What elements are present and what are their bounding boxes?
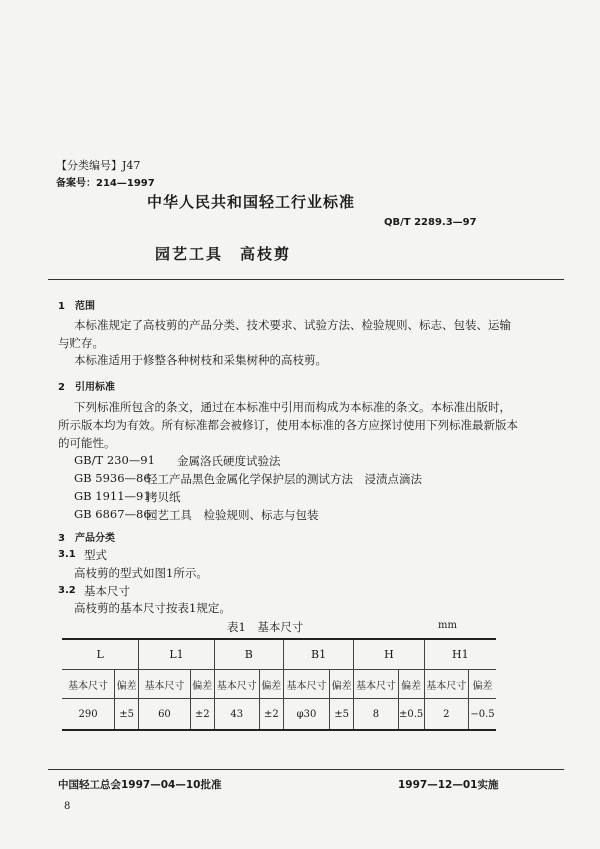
clause-3-1-title: 型式 <box>84 548 107 562</box>
clause-3-2-number: 3.2 <box>58 585 76 596</box>
section-1-paragraph-2: 本标准适用于修整各种树枝和采集树种的高枝剪。 <box>74 353 327 367</box>
approval-text: 中国轻工总会1997—04—10批准 <box>58 779 222 791</box>
reference-name: 轻工产品黑色金属化学保护层的测试方法 浸渍点滴法 <box>146 472 422 486</box>
cell-nominal: 290 <box>62 699 115 731</box>
column-header-b: B <box>214 639 283 670</box>
cell-deviation: −0.5 <box>469 699 496 731</box>
page-number: 8 <box>64 801 71 812</box>
subheader-nominal: 基本尺寸 <box>214 670 259 699</box>
section-2-paragraph-1-end: 的可能性。 <box>58 436 116 450</box>
reference-name: 金属洛氏硬度试验法 <box>177 454 281 468</box>
reference-code: GB/T 230—91 <box>74 453 155 467</box>
subheader-nominal: 基本尺寸 <box>139 670 191 699</box>
cell-deviation: ±2 <box>190 699 214 731</box>
clause-3-1-text: 高枝剪的型式如图1所示。 <box>74 566 208 580</box>
column-header-l1: L1 <box>139 639 215 670</box>
column-header-l: L <box>62 639 139 670</box>
cell-nominal: 8 <box>354 699 398 731</box>
section-1-paragraph-1-cont: 与贮存。 <box>58 336 104 350</box>
cell-deviation: ±2 <box>259 699 283 731</box>
reference-code: GB 6867—86 <box>74 507 151 521</box>
subheader-deviation: 偏差 <box>259 670 283 699</box>
table-caption: 表1 基本尺寸 <box>227 620 304 634</box>
clause-3-2-text: 高枝剪的基本尺寸按表1规定。 <box>74 601 231 615</box>
column-header-h: H <box>354 639 424 670</box>
subheader-nominal: 基本尺寸 <box>283 670 329 699</box>
footer-rule <box>48 769 564 770</box>
cell-nominal: 2 <box>424 699 468 731</box>
section-3-heading: 3 产品分类 <box>58 533 115 544</box>
subheader-deviation: 偏差 <box>190 670 214 699</box>
title-rule <box>48 279 564 280</box>
document-title: 园艺工具 高枝剪 <box>155 245 292 263</box>
record-number: 备案号：214—1997 <box>56 178 155 189</box>
reference-code: GB 5936—86 <box>74 471 151 485</box>
cell-deviation: ±0.5 <box>398 699 424 731</box>
subheader-deviation: 偏差 <box>398 670 424 699</box>
class-code: 【分类编号】J47 <box>56 159 141 172</box>
section-1-paragraph-1: 本标准规定了高枝剪的产品分类、技术要求、试验方法、检验规则、标志、包装、运输 <box>74 318 511 332</box>
cell-nominal: φ30 <box>283 699 329 731</box>
clause-3-2-title: 基本尺寸 <box>84 584 130 598</box>
column-header-h1: H1 <box>424 639 496 670</box>
cell-nominal: 43 <box>214 699 259 731</box>
reference-name: 拷贝纸 <box>146 490 181 504</box>
subheader-deviation: 偏差 <box>469 670 496 699</box>
section-1-heading: 1 范围 <box>58 301 95 312</box>
subheader-deviation: 偏差 <box>330 670 354 699</box>
column-header-b1: B1 <box>283 639 353 670</box>
subheader-nominal: 基本尺寸 <box>62 670 115 699</box>
subheader-deviation: 偏差 <box>115 670 139 699</box>
cell-nominal: 60 <box>139 699 191 731</box>
cell-deviation: ±5 <box>330 699 354 731</box>
reference-code: GB 1911—91 <box>74 489 151 503</box>
cell-deviation: ±5 <box>115 699 139 731</box>
standard-number: QB/T 2289.3—97 <box>384 217 477 228</box>
section-2-paragraph-1-cont: 所示版本均为有效。所有标准都会被修订，使用本标准的各方应探讨使用下列标准最新版本 <box>58 418 518 432</box>
subheader-nominal: 基本尺寸 <box>424 670 468 699</box>
clause-3-1-number: 3.1 <box>58 549 76 560</box>
section-2-heading: 2 引用标准 <box>58 382 115 393</box>
org-title: 中华人民共和国轻工行业标准 <box>147 193 356 211</box>
subheader-nominal: 基本尺寸 <box>354 670 398 699</box>
table-unit: mm <box>438 620 457 631</box>
dimensions-table <box>62 638 496 731</box>
effective-date: 1997—12—01实施 <box>398 779 499 791</box>
section-2-paragraph-1: 下列标准所包含的条文，通过在本标准中引用而构成为本标准的条文。本标准出版时， <box>74 400 511 414</box>
reference-name: 园艺工具 检验规则、标志与包装 <box>146 508 319 522</box>
